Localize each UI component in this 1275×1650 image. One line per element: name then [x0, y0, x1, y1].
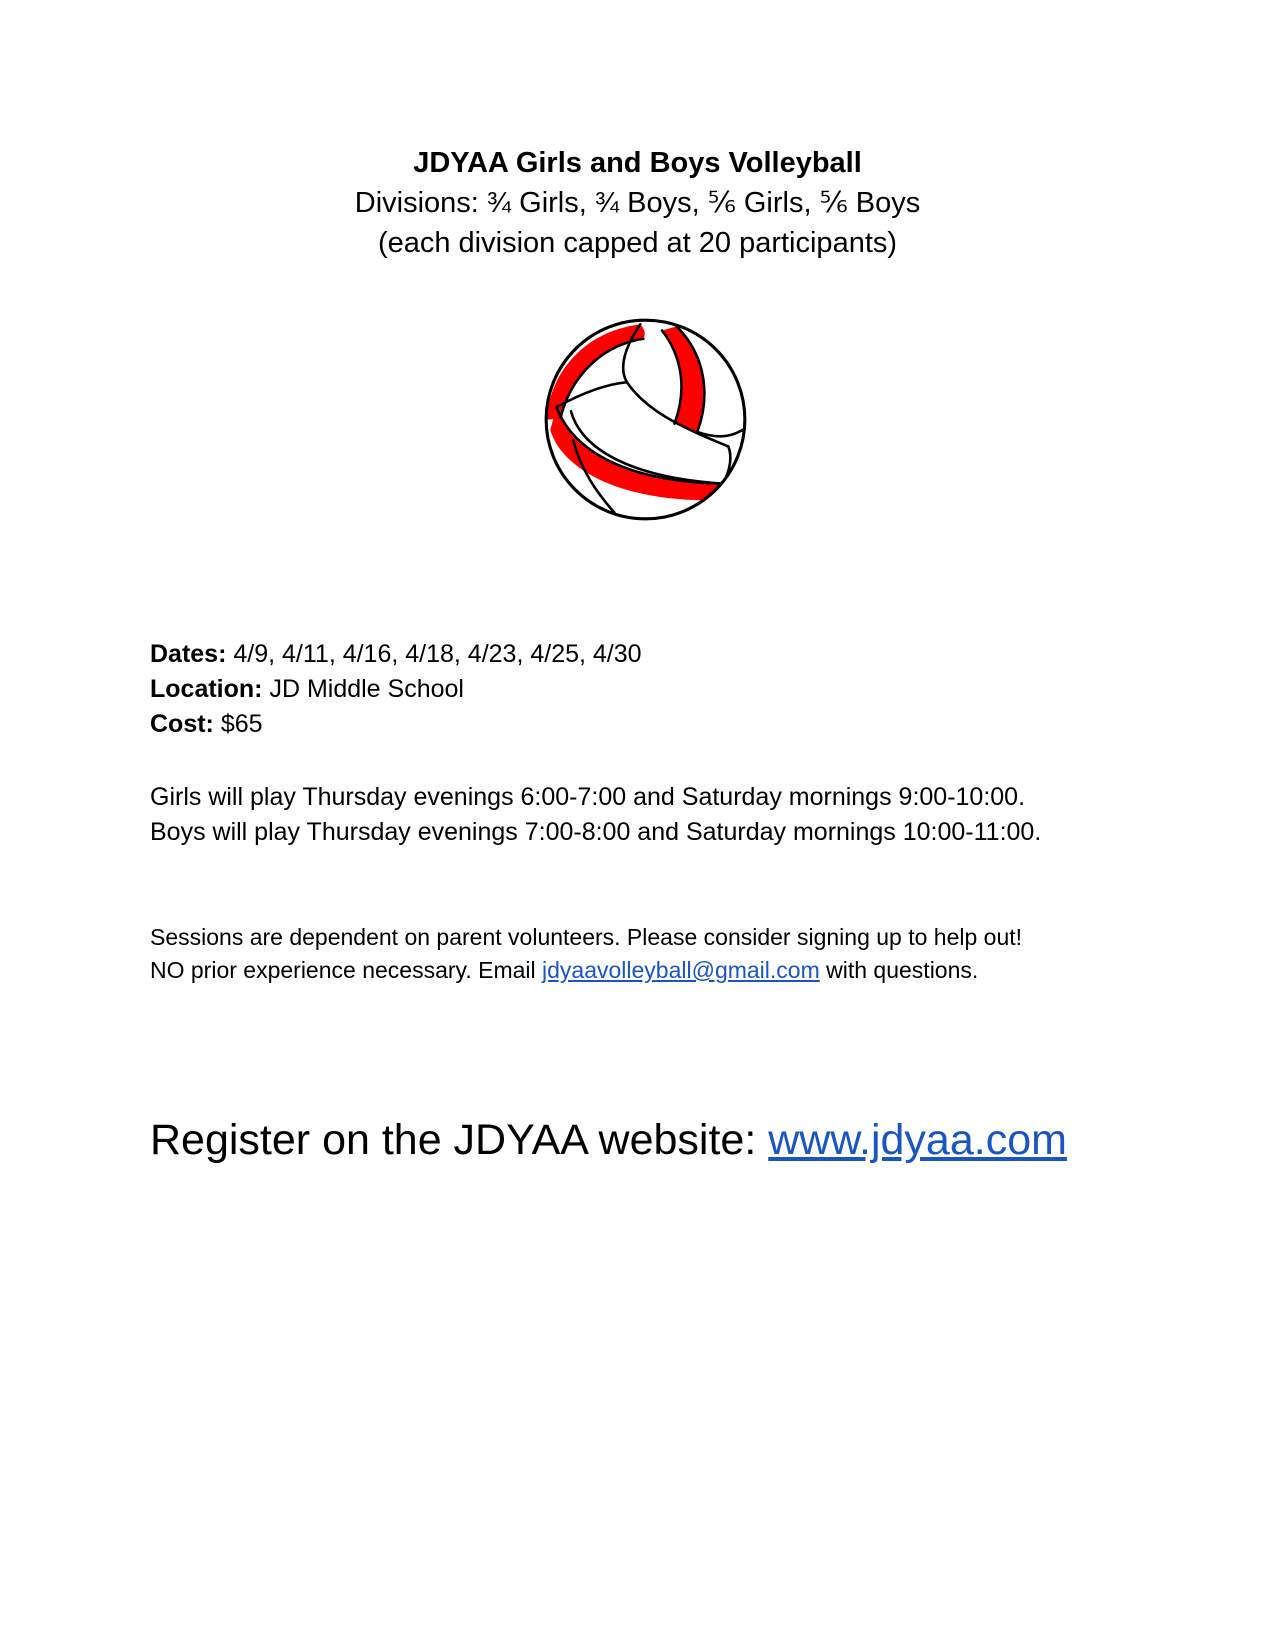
- cost-label: Cost:: [150, 710, 214, 738]
- flyer-header: [0, 143, 1275, 263]
- volunteer-section: [150, 921, 1022, 987]
- girls-schedule: Girls will play Thursday evenings 6:00-7:00 and Saturday mornings 9:00-10:00.: [150, 783, 1026, 811]
- divisions-line: Divisions: ¾ Girls, ¾ Boys, ⅚ Girls, ⅚ Boys: [354, 187, 921, 219]
- dates-value: 4/9, 4/11, 4/16, 4/18, 4/23, 4/25, 4/30: [226, 640, 642, 668]
- page-title: JDYAA Girls and Boys Volleyball: [413, 147, 862, 179]
- website-link[interactable]: www.jdyaa.com: [768, 1116, 1067, 1164]
- boys-schedule: Boys will play Thursday evenings 7:00-8:00 and Saturday mornings 10:00-11:00.: [150, 818, 1042, 846]
- location-label: Location:: [150, 675, 263, 703]
- dates-row: [150, 637, 642, 672]
- volleyball-icon: [542, 316, 749, 523]
- location-row: [150, 672, 642, 707]
- volunteer-note: Sessions are dependent on parent volunteers. Please consider signing up to help out!: [150, 924, 1023, 950]
- email-link[interactable]: jdyaavolleyball@gmail.com: [542, 957, 820, 983]
- location-value: JD Middle School: [262, 675, 464, 703]
- dates-label: Dates:: [150, 640, 227, 668]
- event-details: [150, 637, 642, 742]
- cost-row: [150, 707, 642, 742]
- contact-prefix: NO prior experience necessary. Email: [150, 957, 542, 983]
- capacity-note: (each division capped at 20 participants): [377, 227, 898, 259]
- register-prefix: Register on the JDYAA website:: [150, 1116, 769, 1164]
- contact-suffix: with questions.: [819, 957, 979, 983]
- schedule-section: [150, 780, 1041, 850]
- contact-line: [150, 954, 1022, 987]
- cost-value: $65: [213, 710, 263, 738]
- register-line: [150, 1112, 1067, 1168]
